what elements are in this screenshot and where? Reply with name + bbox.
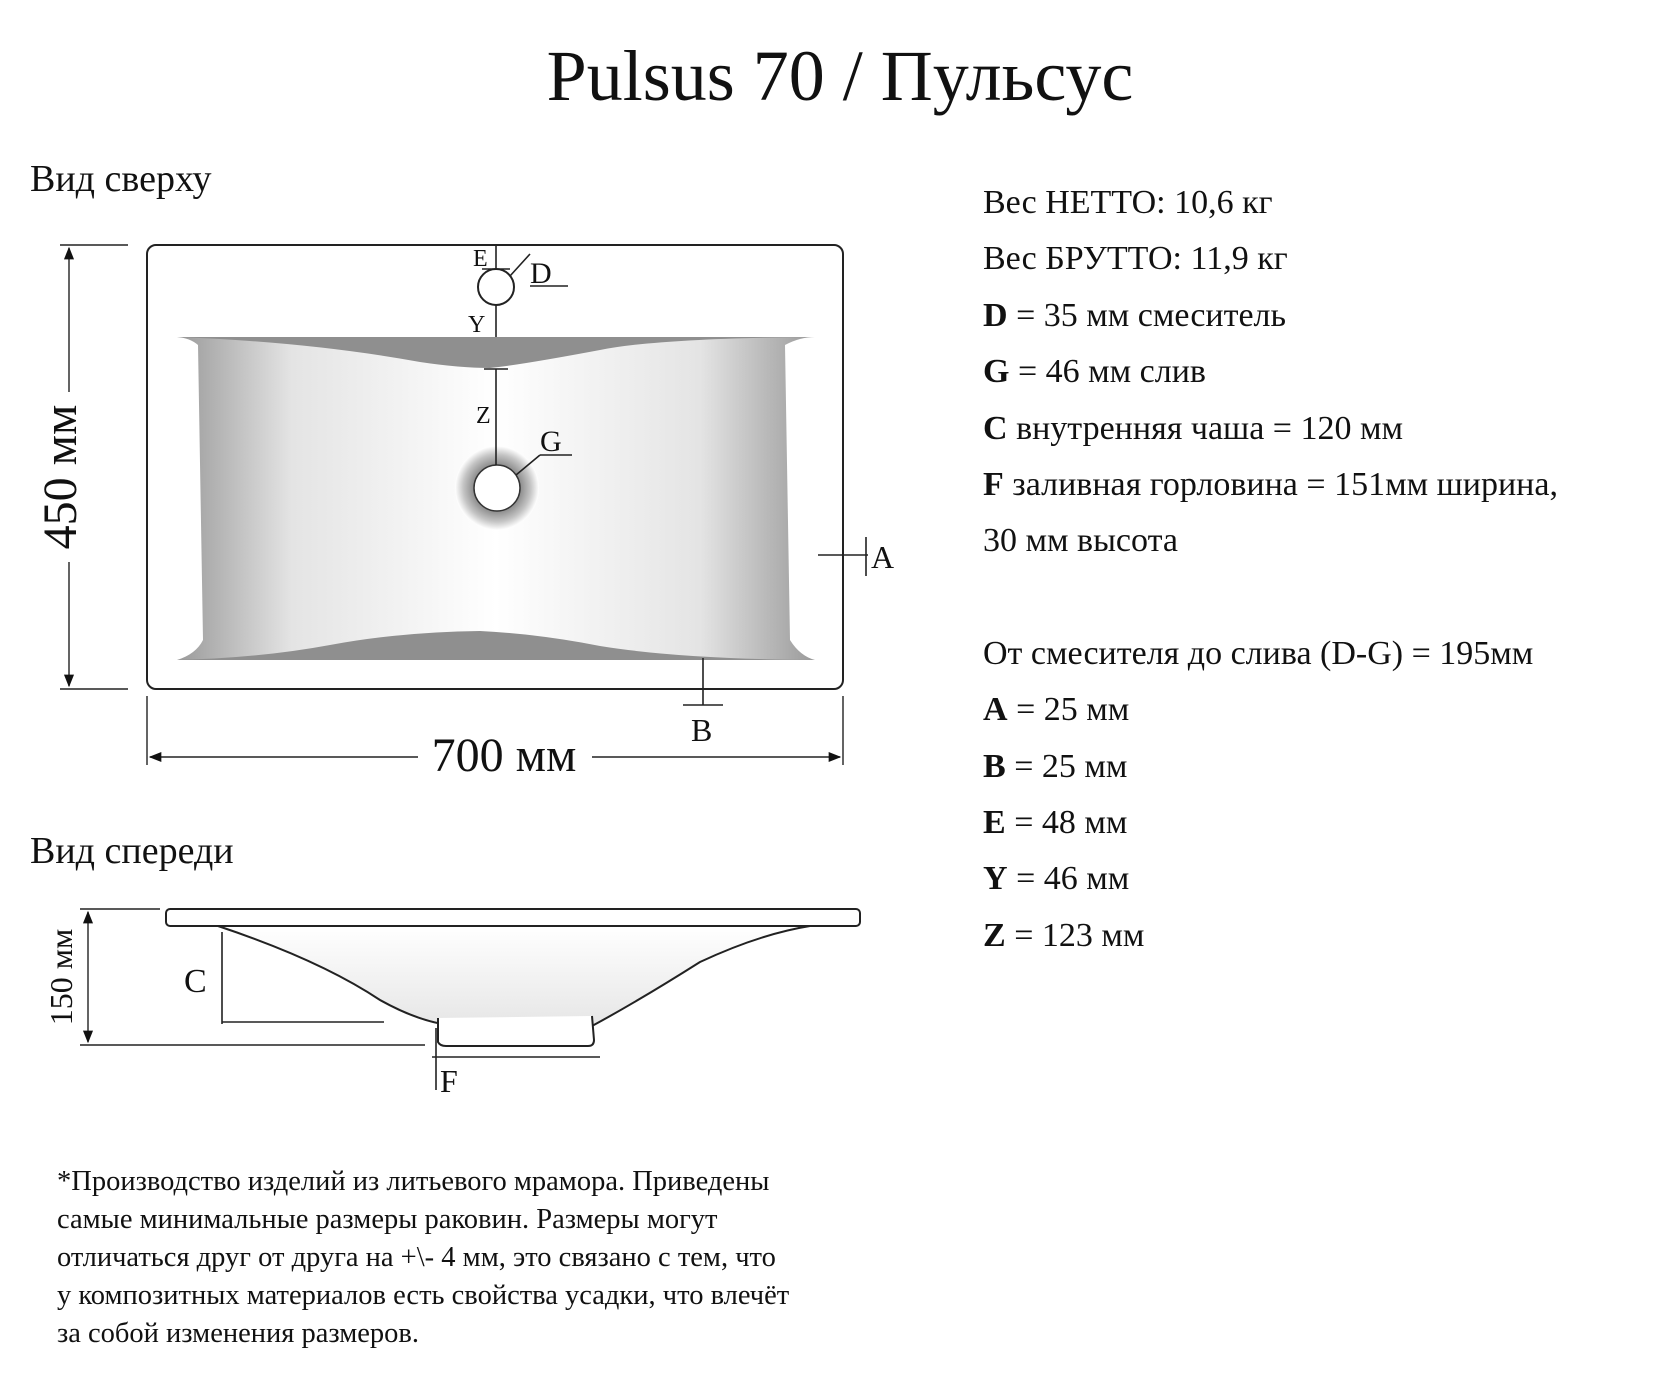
spec-row: Вес БРУТТО: 11,9 кг: [983, 240, 1288, 278]
note-line: самые минимальные размеры раковин. Размеры могут: [57, 1204, 718, 1235]
spec-row: F заливная горловина = 151мм ширина,: [983, 465, 1558, 503]
height-label-450: 450 мм: [34, 404, 87, 550]
countertop-rim: [166, 909, 860, 926]
marker-a: A: [871, 539, 895, 575]
spec-row: От смесителя до слива (D-G) = 195мм: [983, 634, 1534, 672]
marker-y: Y: [468, 312, 486, 338]
faucet-hole: [478, 269, 514, 305]
bowl-profile: [218, 926, 810, 1026]
spec-row: Вес НЕТТО: 10,6 кг: [983, 184, 1273, 221]
drain-hole: [474, 465, 520, 511]
marker-b: B: [691, 712, 713, 748]
note-line: у композитных материалов есть свойства усадки, что влечёт: [57, 1280, 790, 1311]
spec-row: G = 46 мм слив: [983, 353, 1206, 391]
height-label-150: 150 мм: [43, 928, 79, 1026]
spec-spacer: [983, 570, 1663, 626]
note-line: *Производство изделий из литьевого мрамора. Приведены: [57, 1166, 770, 1197]
front-view-drawing: [43, 909, 860, 1099]
marker-c: C: [184, 963, 207, 1000]
spec-row: A = 25 мм: [983, 691, 1130, 729]
spec-row: D = 35 мм смеситель: [983, 296, 1287, 334]
note-line: за собой изменения размеров.: [57, 1318, 420, 1349]
marker-f: F: [440, 1063, 458, 1099]
top-view-label: Вид сверху: [30, 158, 212, 200]
marker-e: E: [473, 246, 488, 272]
marker-z: Z: [476, 403, 491, 429]
width-label-700: 700 мм: [431, 729, 577, 782]
spec-row: 30 мм высота: [983, 522, 1178, 560]
spec-row: B = 25 мм: [983, 747, 1128, 785]
spec-row: Y = 46 мм: [983, 860, 1130, 898]
marker-d: D: [530, 257, 552, 290]
marker-g: G: [540, 425, 562, 458]
spec-row: E = 48 мм: [983, 803, 1128, 841]
front-view-label: Вид спереди: [30, 830, 234, 872]
drain-neck: [438, 1016, 594, 1046]
spec-row: C внутренняя чаша = 120 мм: [983, 409, 1404, 447]
spec-list: [983, 175, 1663, 964]
manufacturing-note: [57, 1163, 887, 1353]
note-line: отличаться друг от друга на +\- 4 мм, это связано с тем, что: [57, 1242, 776, 1273]
spec-row: Z = 123 мм: [983, 916, 1145, 954]
top-view-drawing: [34, 245, 894, 782]
page-title: Pulsus 70 / Пульсус: [546, 36, 1134, 116]
